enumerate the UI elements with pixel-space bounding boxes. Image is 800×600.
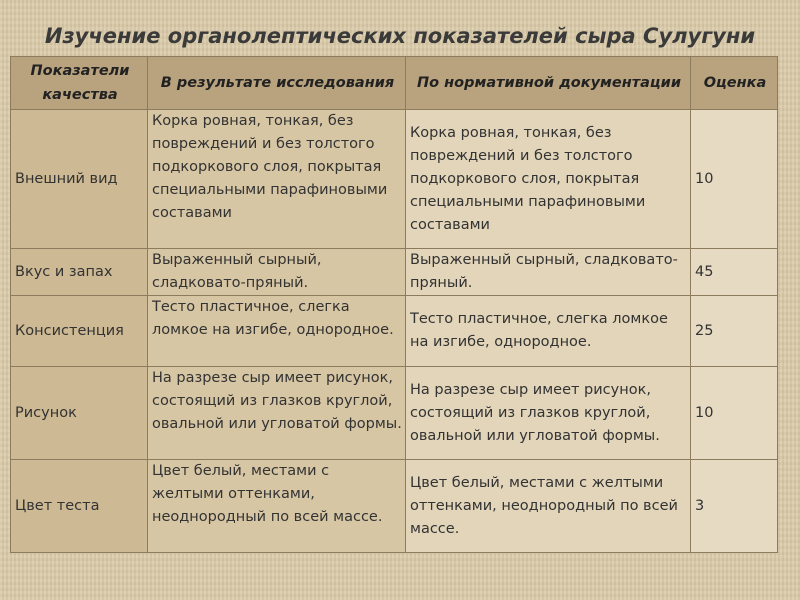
organoleptic-table [10,56,778,553]
cell-score: 10 [691,110,778,249]
cell-indicator: Консистенция [11,296,148,367]
cell-norm: На разрезе сыр имеет рисунок, состоящий из глазков круглой, овальной или угловатой формы. [406,367,691,460]
cell-result: Выраженный сырный, сладковато-пряный. [148,249,406,296]
cell-norm: Корка ровная, тонкая, без повреждений и без толстого подкоркового слоя, покрытая специальными парафиновыми составами [406,110,691,249]
cell-score: 3 [691,460,778,553]
table-header-row [11,57,778,110]
cell-result: Корка ровная, тонкая, без повреждений и без толстого подкоркового слоя, покрытая специальными парафиновыми составами [148,110,406,249]
cell-score: 45 [691,249,778,296]
cell-score: 10 [691,367,778,460]
table-row [11,296,778,367]
header-indicator: Показатели качества [11,57,148,110]
table-row [11,460,778,553]
table-row [11,367,778,460]
table-row [11,110,778,249]
cell-norm: Цвет белый, местами с желтыми оттенками, неоднородный по всей массе. [406,460,691,553]
header-result: В результате исследования [148,57,406,110]
header-score: Оценка [691,57,778,110]
table-row [11,249,778,296]
cell-score: 25 [691,296,778,367]
cell-indicator: Внешний вид [11,110,148,249]
cell-indicator: Цвет теста [11,460,148,553]
cell-norm: Выраженный сырный, сладковато-пряный. [406,249,691,296]
page-title: Изучение органолептических показателей сыра Сулугуни [44,24,756,48]
cell-result: Цвет белый, местами с желтыми оттенками, неоднородный по всей массе. [148,460,406,553]
cell-norm: Тесто пластичное, слегка ломкое на изгибе, однородное. [406,296,691,367]
header-norm: По нормативной документации [406,57,691,110]
cell-result: Тесто пластичное, слегка ломкое на изгибе, однородное. [148,296,406,367]
cell-result: На разрезе сыр имеет рисунок, состоящий из глазков круглой, овальной или угловатой формы. [148,367,406,460]
cell-indicator: Вкус и запах [11,249,148,296]
cell-indicator: Рисунок [11,367,148,460]
